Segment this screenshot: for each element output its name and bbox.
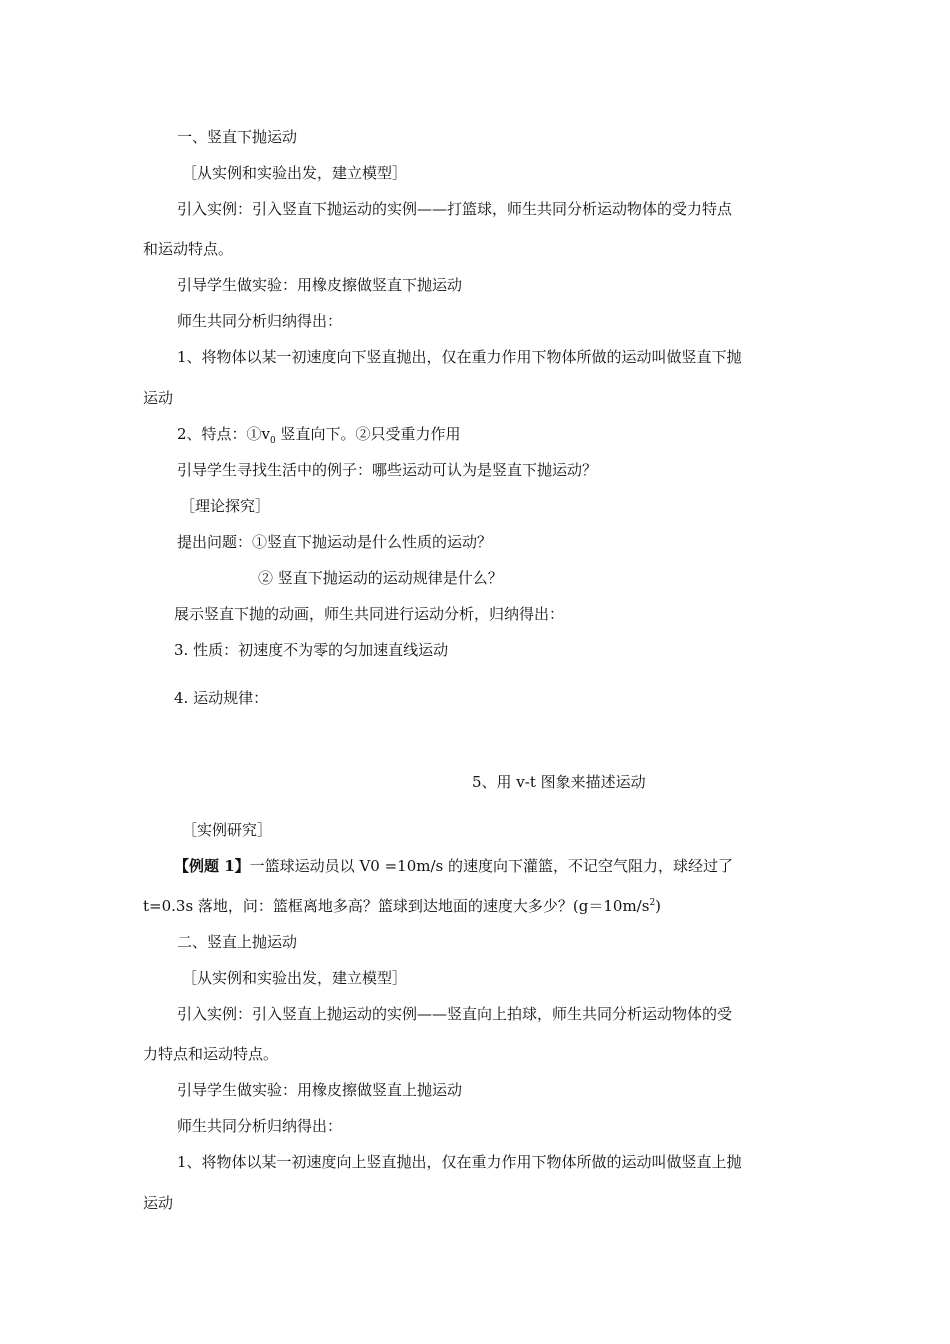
section1-definition-line1: 1、将物体以某一初速度向下竖直抛出，仅在重力作用下物体所做的运动叫做竖直下抛 [177,348,742,366]
section1-definition-line2: 运动 [143,389,174,407]
section1-question2: ② 竖直下抛运动的运动规律是什么？ [258,569,503,587]
feature-v: v [261,425,271,443]
section1-case-bracket: ［实例研究］ [182,821,273,839]
section1-vt-graph: 5、用 v-t 图象来描述运动 [472,773,646,791]
section1-bracket-model: ［从实例和实验出发，建立模型］ [182,164,408,182]
section2-heading: 二、竖直上抛运动 [177,933,298,951]
section1-heading: 一、竖直下抛运动 [177,128,298,146]
feature-prefix: 2、特点：① [177,425,262,443]
example-text-line1: 一篮球运动员以 V0 =10m/s 的速度向下灌篮，不记空气阻力，球经过了 [249,857,733,875]
section1-example-line2 [143,897,661,915]
section2-definition-line1: 1、将物体以某一初速度向上竖直抛出，仅在重力作用下物体所做的运动叫做竖直上抛 [177,1153,742,1171]
section1-nature: 3. 性质：初速度不为零的匀加速直线运动 [174,641,449,659]
example-text-line2: t=0.3s 落地，问：篮框离地多高？篮球到达地面的速度大多少？(g＝10m/s [143,897,650,915]
section1-feature [177,425,461,446]
section1-question1: 提出问题：①竖直下抛运动是什么性质的运动？ [177,533,493,551]
section1-daily-life: 引导学生寻找生活中的例子：哪些运动可认为是竖直下抛运动？ [177,461,598,479]
feature-suffix: 竖直向下。②只受重力作用 [275,425,461,443]
section1-law: 4. 运动规律： [174,689,269,707]
section2-definition-line2: 运动 [143,1194,174,1212]
section2-summary: 师生共同分析归纳得出： [177,1117,343,1135]
section2-example-intro-line1: 引入实例：引入竖直上抛运动的实例——竖直向上拍球，师生共同分析运动物体的受 [177,1005,733,1023]
example-close-paren: ) [655,897,662,915]
section1-example-intro-line1: 引入实例：引入竖直下抛运动的实例——打篮球，师生共同分析运动物体的受力特点 [177,200,733,218]
section2-example-intro-line2: 力特点和运动特点。 [143,1045,279,1063]
section1-theory-bracket: ［理论探究］ [180,497,271,515]
section1-experiment: 引导学生做实验：用橡皮擦做竖直下抛运动 [177,276,463,294]
section2-bracket-model: ［从实例和实验出发，建立模型］ [182,969,408,987]
section1-animation: 展示竖直下抛的动画，师生共同进行运动分析，归纳得出： [174,605,565,623]
section2-experiment: 引导学生做实验：用橡皮擦做竖直上抛运动 [177,1081,463,1099]
example-label: 【例题 1】 [174,857,250,875]
example-superscript: 2 [649,898,656,908]
feature-v-subscript: 0 [270,436,276,446]
section1-example-line1 [174,857,733,875]
section1-summary: 师生共同分析归纳得出： [177,312,343,330]
section1-example-intro-line2: 和运动特点。 [143,240,234,258]
